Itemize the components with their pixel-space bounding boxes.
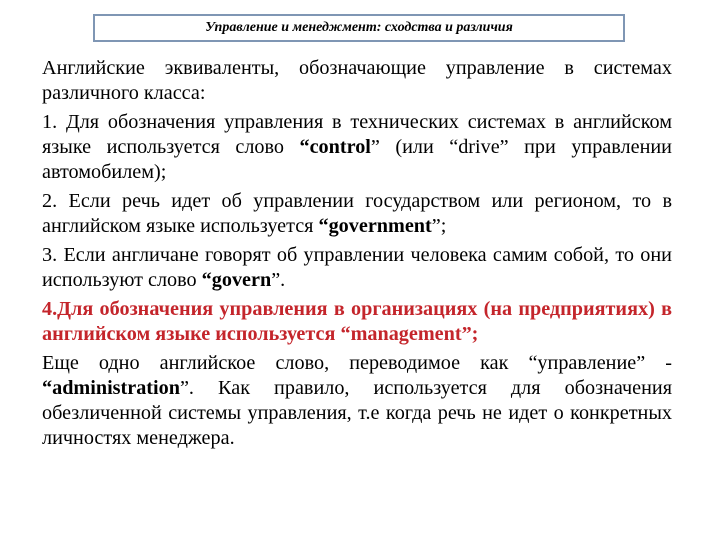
slide-body <box>42 56 672 455</box>
slide-title-box <box>93 14 625 42</box>
item-government-text-post: ”; <box>431 215 447 237</box>
item-management-highlight: 4.Для обозначения управления в организациях (на предприятиях) в английском языке используется “management”; <box>42 298 672 345</box>
item-control-term: “control <box>299 136 371 158</box>
intro-paragraph: Английские эквиваленты, обозначающие управление в системах различного класса: <box>42 57 672 104</box>
closing-term: “administration <box>42 377 180 399</box>
closing-text-post: ”. Как правило, используется для обозначения обезличенной системы управления, т.е когда речь не идет о конкретных личностях менеджера. <box>42 377 672 449</box>
item-govern <box>42 243 672 293</box>
item-govern-text-pre: 3. Если англичане говорят об управлении человека самим собой, то они используют слово <box>42 244 672 291</box>
item-govern-term: “govern <box>201 269 272 291</box>
item-control <box>42 110 672 185</box>
item-control-text-post: ” (или “drive” при управлении автомобилем); <box>42 136 672 183</box>
item-government-text-pre: 2. Если речь идет об управлении государством или регионом, то в английском языке используется <box>42 190 672 237</box>
item-government <box>42 189 672 239</box>
item-govern-text-post: ”. <box>271 269 286 291</box>
slide-title: Управление и менеджмент: сходства и различия <box>205 20 513 35</box>
closing-text-pre: Еще одно английское слово, переводимое как “управление” - <box>42 352 672 374</box>
closing-paragraph <box>42 351 672 451</box>
item-control-text-pre: 1. Для обозначения управления в технических системах в английском языке используется слово <box>42 111 672 158</box>
item-government-term: “government <box>318 215 432 237</box>
